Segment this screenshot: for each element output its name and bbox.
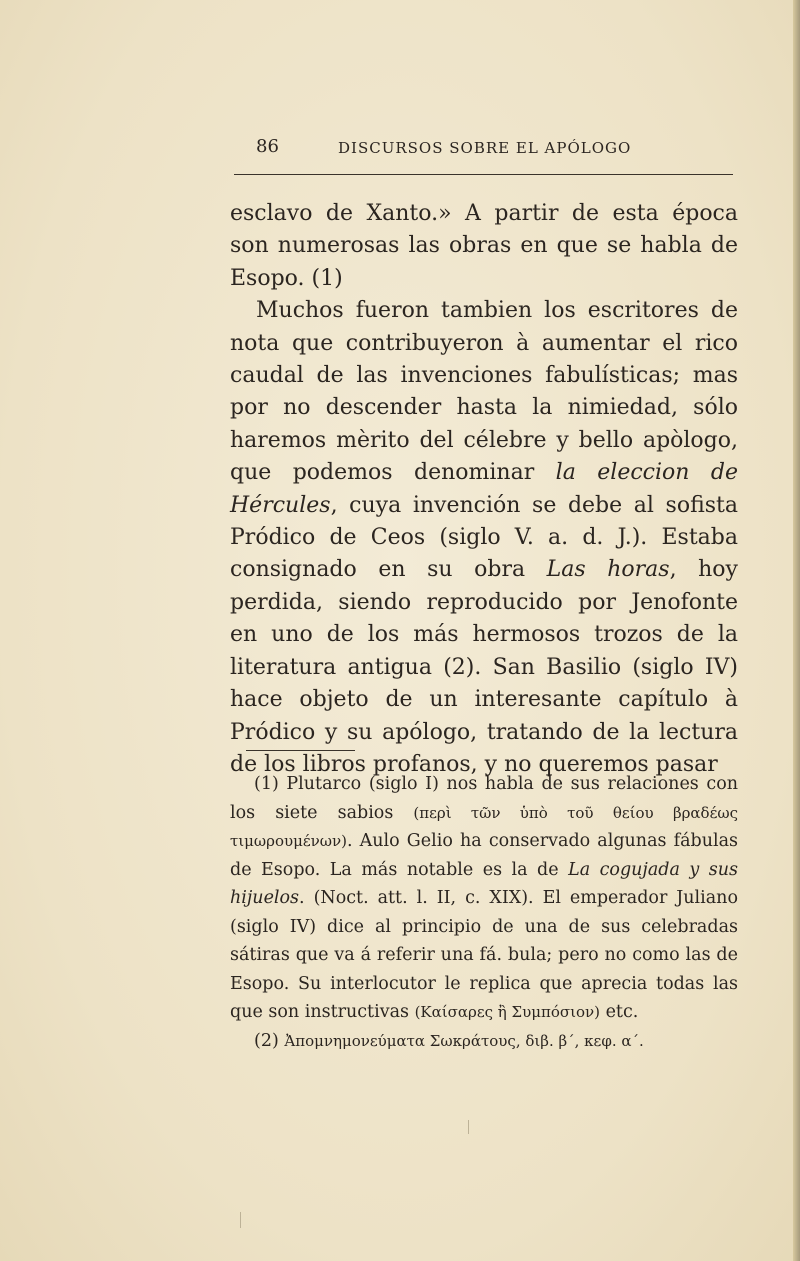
paragraph-2-italic-horas: Las horas: [546, 557, 670, 583]
footnote-rule: [246, 750, 355, 751]
page-number: 86: [256, 136, 279, 157]
paragraph-2-text-b: , cuya invención se debe al sofista Pródico de Ceos (siglo V. a. d. J.). Estaba consignado en su obra: [230, 492, 738, 583]
running-title: DISCURSOS SOBRE EL APÓLOGO: [338, 139, 632, 157]
page-edge: [793, 0, 800, 1261]
body-text: [230, 198, 738, 781]
footnote-1-italic-cogujada: La cogujada y sus hijuelos: [230, 859, 739, 908]
paragraph-1: esclavo de Xanto.» A partir de esta época son numerosas las obras en que se habla de Esopo. (1): [230, 201, 738, 291]
paragraph-2: [230, 295, 738, 781]
footnote-1-text-b: . Aulo Gelio ha conservado algunas fábulas de Esopo. La más notable es la de: [230, 831, 738, 880]
footnote-1-text-c: . (Noct. att. l. II, c. XIX). El emperador Juliano (siglo IV) dice al principio de una de sus celebradas sátiras que va á referir una fá. bula; pero no como las de Esopo. Su interlocutor le replica que aprecia todas las que son instructivas: [230, 888, 738, 1022]
page-header: [234, 136, 734, 162]
footnote-1: [230, 770, 738, 1027]
footnote-2-label: (2): [254, 1030, 279, 1051]
paragraph-2-text-a: Muchos fueron tambien los escritores de nota que contribuyeron à aumentar el rico caudal de las invenciones fabulísticas; mas por no descender hasta la nimiedad, sólo haremos mèrito del célebre y bello apòlogo, que podemos denominar: [230, 298, 738, 486]
paper-mark: [468, 1120, 469, 1134]
footnote-1-greek-1: (περὶ τῶν ὑπὸ τοῦ θείου βραδέως τιμωρουμένων): [230, 803, 738, 850]
footnote-1-text-a: (1) Plutarco (siglo I) nos habla de sus relaciones con los siete sabios: [230, 774, 738, 823]
footnote-2: [230, 1027, 738, 1056]
header-rule: [234, 174, 733, 175]
paragraph-2-text-c: , hoy perdida, siendo reproducido por Jenofonte en uno de los más hermosos trozos de la literatura antigua (2). San Basilio (siglo IV) hace objeto de un interesante capítulo à Pródico y su apólogo, tratando de la lectura de los libros profanos, y no queremos pasar: [230, 557, 738, 777]
paper-mark: [240, 1212, 241, 1228]
paragraph-2-italic-hercules: la eleccion de Hércules: [230, 460, 738, 518]
footnote-2-greek: Ἀπομνημονεύματα Σωκράτους, διβ. β΄, κεφ. α΄.: [284, 1031, 644, 1050]
footnotes: [230, 770, 738, 1055]
footnote-1-greek-2: (Καίσαρες ἢ Συμπόσιον): [414, 1003, 600, 1021]
footnote-1-text-d: etc.: [600, 1002, 639, 1022]
